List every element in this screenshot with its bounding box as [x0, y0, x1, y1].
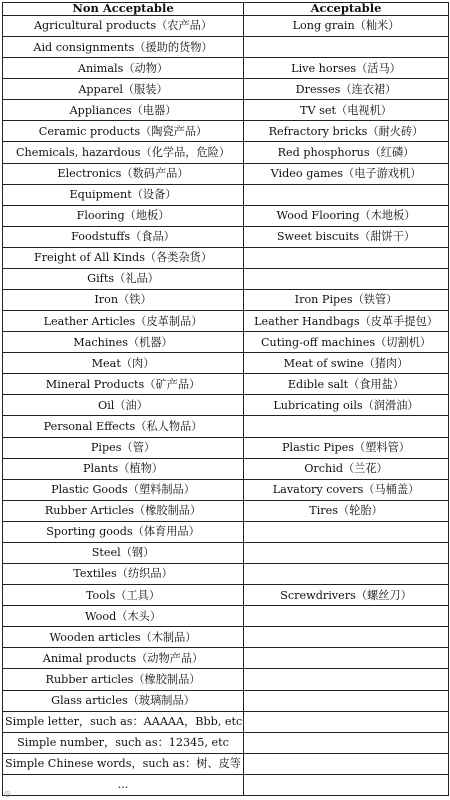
table-row	[3, 184, 449, 205]
acceptable-cell: TV set（电视机）	[244, 100, 449, 121]
table-row	[3, 205, 449, 226]
table-row	[3, 627, 449, 648]
acceptable-cell: Lavatory covers（马桶盖）	[244, 479, 449, 500]
table-row	[3, 648, 449, 669]
table-row	[3, 332, 449, 353]
acceptable-cell: Live horses（活马）	[244, 58, 449, 79]
acceptable-cell: Leather Handbags（皮革手提包）	[244, 311, 449, 332]
table-row	[3, 500, 449, 521]
table-row	[3, 58, 449, 79]
non-acceptable-cell: Oil（油）	[3, 395, 244, 416]
table-row	[3, 374, 449, 395]
non-acceptable-cell: Gifts（礼品）	[3, 268, 244, 289]
acceptable-cell: Iron Pipes（铁管）	[244, 290, 449, 311]
non-acceptable-cell: Appliances（电器）	[3, 100, 244, 121]
acceptable-cell	[244, 247, 449, 268]
table-row	[3, 290, 449, 311]
table-row	[3, 585, 449, 606]
non-acceptable-cell: Agricultural products（农产品）	[3, 16, 244, 37]
acceptable-cell	[244, 732, 449, 753]
header-row	[3, 3, 449, 16]
acceptable-cell: Meat of swine（猪肉）	[244, 353, 449, 374]
non-acceptable-cell: Personal Effects（私人物品）	[3, 416, 244, 437]
table-row	[3, 606, 449, 627]
table-row	[3, 395, 449, 416]
table-row	[3, 732, 449, 753]
watermark-logo: ◎	[4, 789, 11, 798]
table-row	[3, 311, 449, 332]
non-acceptable-cell: Animal products（动物产品）	[3, 648, 244, 669]
acceptable-cell	[244, 606, 449, 627]
non-acceptable-cell: Glass articles（玻璃制品）	[3, 690, 244, 711]
non-acceptable-cell: Wood（木头）	[3, 606, 244, 627]
non-acceptable-cell: Equipment（设备）	[3, 184, 244, 205]
table-row	[3, 437, 449, 458]
non-acceptable-cell: Electronics（数码产品）	[3, 163, 244, 184]
acceptable-cell: Tires（轮胎）	[244, 500, 449, 521]
non-acceptable-cell: Animals（动物）	[3, 58, 244, 79]
acceptable-cell	[244, 542, 449, 563]
acceptable-cell: Video games（电子游戏机）	[244, 163, 449, 184]
acceptable-cell	[244, 690, 449, 711]
acceptable-cell: Orchid（兰花）	[244, 458, 449, 479]
non-acceptable-cell: Leather Articles（皮革制品）	[3, 311, 244, 332]
acceptable-cell: Screwdrivers（螺丝刀）	[244, 585, 449, 606]
non-acceptable-cell: Mineral Products（矿产品）	[3, 374, 244, 395]
acceptable-cell: Lubricating oils（润滑油）	[244, 395, 449, 416]
acceptable-cell: Plastic Pipes（塑料管）	[244, 437, 449, 458]
goods-table	[2, 2, 449, 796]
table-row	[3, 521, 449, 542]
acceptable-cell	[244, 669, 449, 690]
table-row	[3, 142, 449, 163]
acceptable-cell: Refractory bricks（耐火砖）	[244, 121, 449, 142]
acceptable-cell: Cuting-off machines（切割机）	[244, 332, 449, 353]
non-acceptable-cell: Freight of All Kinds（各类杂货）	[3, 247, 244, 268]
table-row	[3, 458, 449, 479]
acceptable-cell	[244, 564, 449, 585]
acceptable-cell: Long grain（籼米）	[244, 16, 449, 37]
table-row	[3, 353, 449, 374]
non-acceptable-cell: Simple Chinese words，such as：树、皮等	[3, 753, 244, 774]
table-row	[3, 416, 449, 437]
non-acceptable-cell: Foodstuffs（食品）	[3, 226, 244, 247]
non-acceptable-cell: Aid consignments（援助的货物）	[3, 37, 244, 58]
acceptable-cell: Edible salt（食用盐）	[244, 374, 449, 395]
non-acceptable-cell: Chemicals, hazardous（化学品，危险）	[3, 142, 244, 163]
non-acceptable-cell: Textiles（纺织品）	[3, 564, 244, 585]
non-acceptable-cell: Meat（肉）	[3, 353, 244, 374]
acceptable-cell	[244, 711, 449, 732]
table-row	[3, 711, 449, 732]
non-acceptable-cell: Wooden articles（木制品）	[3, 627, 244, 648]
non-acceptable-cell: Simple number，such as：12345, etc	[3, 732, 244, 753]
non-acceptable-cell: Rubber articles（橡胶制品）	[3, 669, 244, 690]
table-row	[3, 753, 449, 774]
table-row	[3, 268, 449, 289]
acceptable-cell	[244, 37, 449, 58]
non-acceptable-cell: Machines（机器）	[3, 332, 244, 353]
non-acceptable-cell: Sporting goods（体育用品）	[3, 521, 244, 542]
non-acceptable-cell: Apparel（服装）	[3, 79, 244, 100]
table-row	[3, 226, 449, 247]
non-acceptable-cell: Plants（植物）	[3, 458, 244, 479]
acceptable-cell	[244, 774, 449, 795]
table-row	[3, 16, 449, 37]
table-row	[3, 690, 449, 711]
acceptable-cell	[244, 753, 449, 774]
table-row	[3, 100, 449, 121]
table-row	[3, 774, 449, 795]
table-row	[3, 163, 449, 184]
non-acceptable-cell: Tools（工具）	[3, 585, 244, 606]
acceptable-cell	[244, 648, 449, 669]
non-acceptable-cell: Simple letter，such as：AAAAA，Bbb, etc	[3, 711, 244, 732]
table-row	[3, 121, 449, 142]
acceptable-cell: Red phosphorus（红磷）	[244, 142, 449, 163]
header-acceptable: Acceptable	[244, 3, 449, 16]
table-body	[3, 16, 449, 796]
table-row	[3, 247, 449, 268]
acceptable-cell: Sweet biscuits（甜饼干）	[244, 226, 449, 247]
table-row	[3, 37, 449, 58]
non-acceptable-cell: Pipes（管）	[3, 437, 244, 458]
non-acceptable-cell: Plastic Goods（塑料制品）	[3, 479, 244, 500]
acceptable-cell	[244, 627, 449, 648]
non-acceptable-cell: Steel（钢）	[3, 542, 244, 563]
table-row	[3, 564, 449, 585]
acceptable-cell: Dresses（连衣裙）	[244, 79, 449, 100]
acceptable-cell	[244, 416, 449, 437]
acceptable-cell: Wood Flooring（木地板）	[244, 205, 449, 226]
header-non-acceptable: Non Acceptable	[3, 3, 244, 16]
non-acceptable-cell: ...	[3, 774, 244, 795]
table-row	[3, 479, 449, 500]
table-row	[3, 79, 449, 100]
acceptable-cell	[244, 268, 449, 289]
table-row	[3, 669, 449, 690]
table-row	[3, 542, 449, 563]
non-acceptable-cell: Iron（铁）	[3, 290, 244, 311]
non-acceptable-cell: Flooring（地板）	[3, 205, 244, 226]
acceptable-cell	[244, 184, 449, 205]
acceptable-cell	[244, 521, 449, 542]
non-acceptable-cell: Ceramic products（陶瓷产品）	[3, 121, 244, 142]
non-acceptable-cell: Rubber Articles（橡胶制品）	[3, 500, 244, 521]
